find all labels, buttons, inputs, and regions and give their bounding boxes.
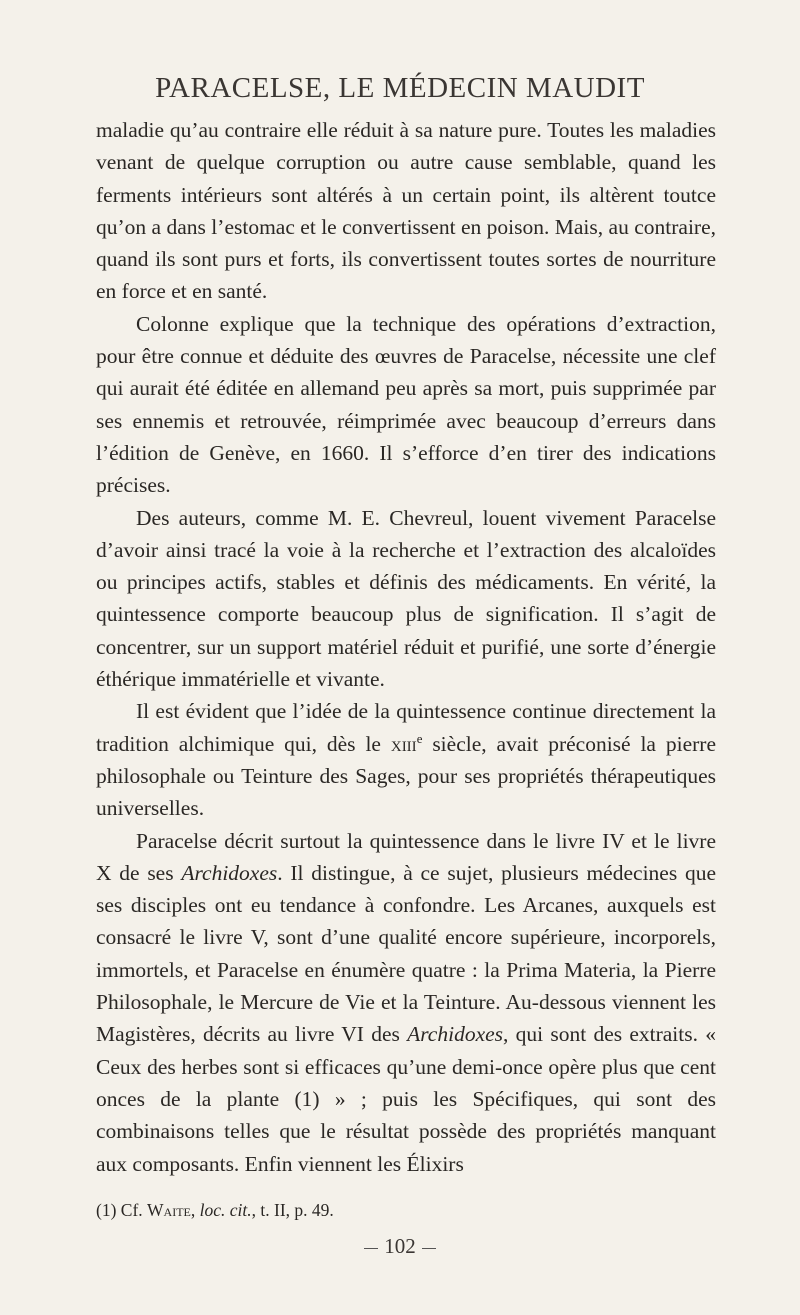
paragraph-5-part-c: , qui sont des extraits. « Ceux des herbes sont si efficaces qu’une demi-once opère plus que cent onces de la plante (1) » ; puis les Spécifiques, qui sont des combinaisons telles que le résultat possède des propriétés manquant aux composants. Enfin viennent les Élixirs (96, 1022, 716, 1176)
body-text (96, 114, 716, 1180)
book-title-archidoxes-2: Archidoxes (407, 1022, 504, 1047)
paragraph-4-part-a: Il est évident que l’idée de la quintessence continue directement la tradition alchimique qui, dès le (96, 699, 716, 756)
paragraph-1: maladie qu’au contraire elle réduit à sa nature pure. Toutes les maladies venant de quelque corruption ou autre cause semblable, quand les ferments intérieurs sont altérés à un certain point, ils altèrent toutce qu’on a dans l’estomac et le convertissent en poison. Mais, au contraire, quand ils sont purs et forts, ils convertissent toutes sortes de nourriture en force et en santé. (96, 118, 716, 304)
paragraph-4 (96, 695, 716, 824)
paragraph-5-part-a: Paracelse décrit surtout la quintessence dans le livre IV et le livre X de ses (96, 828, 716, 885)
footnote-author: Waite (147, 1200, 191, 1220)
book-title-archidoxes: Archidoxes (181, 860, 278, 885)
folio-dash-right (422, 1248, 436, 1249)
century-numeral: xiii (390, 731, 417, 756)
paragraph-2: Colonne explique que la technique des opérations d’extraction, pour être connue et déduite des œuvres de Paracelse, nécessite une clef qui aurait été éditée en allemand peu après sa mort, puis supprimée par ses ennemis et retrouvée, réimprimée avec beaucoup d’erreurs dans l’édition de Genève, en 1660. Il s’efforce d’en tirer des indications précises. (96, 311, 716, 498)
paragraph-5-part-b: . Il distingue, à ce sujet, plusieurs médecines que ses disciples ont eu tendance à confondre. Les Arcanes, auxquels est consacré le livre V, sont d’une qualité encore supérieure, incorporels, immortels, et Paracelse en énumère quatre : la Prima Materia, la Pierre Philosophale, le Mercure de Vie et la Teinture. Au-dessous viennent les Magistères, décrits au livre VI des (96, 860, 716, 1047)
page-number-text: 102 (384, 1234, 416, 1258)
paragraph-5 (96, 825, 716, 1180)
running-title: PARACELSE, LE MÉDECIN MAUDIT (155, 72, 645, 104)
footnote-cf: Cf. (120, 1200, 143, 1220)
paragraph-3: Des auteurs, comme M. E. Chevreul, louent vivement Paracelse d’avoir ainsi tracé la voie à la recherche et l’extraction des alcaloïdes ou principes actifs, stables et définis des médicaments. En vérité, la quintessence comporte beaucoup plus de signification. Il s’agit de concentrer, sur un support matériel réduit et purifié, une sorte d’énergie éthérique immatérielle et vivante. (96, 505, 716, 692)
paragraph-4-part-b: siècle, avait préconisé la pierre philosophale ou Teinture des Sages, pour ses propriétés thérapeutiques universelles. (96, 731, 716, 821)
century-superscript: e (416, 731, 423, 746)
page-number (0, 1234, 800, 1259)
footnote: (1) Cf. Waite, loc. cit., t. II, p. 49. (96, 1200, 334, 1220)
footnote-number: (1) (96, 1200, 117, 1220)
footnote-rest: , t. II, p. 49. (251, 1200, 334, 1220)
folio-dash-left (364, 1248, 378, 1249)
footnote-loc-cit: loc. cit. (199, 1200, 252, 1220)
